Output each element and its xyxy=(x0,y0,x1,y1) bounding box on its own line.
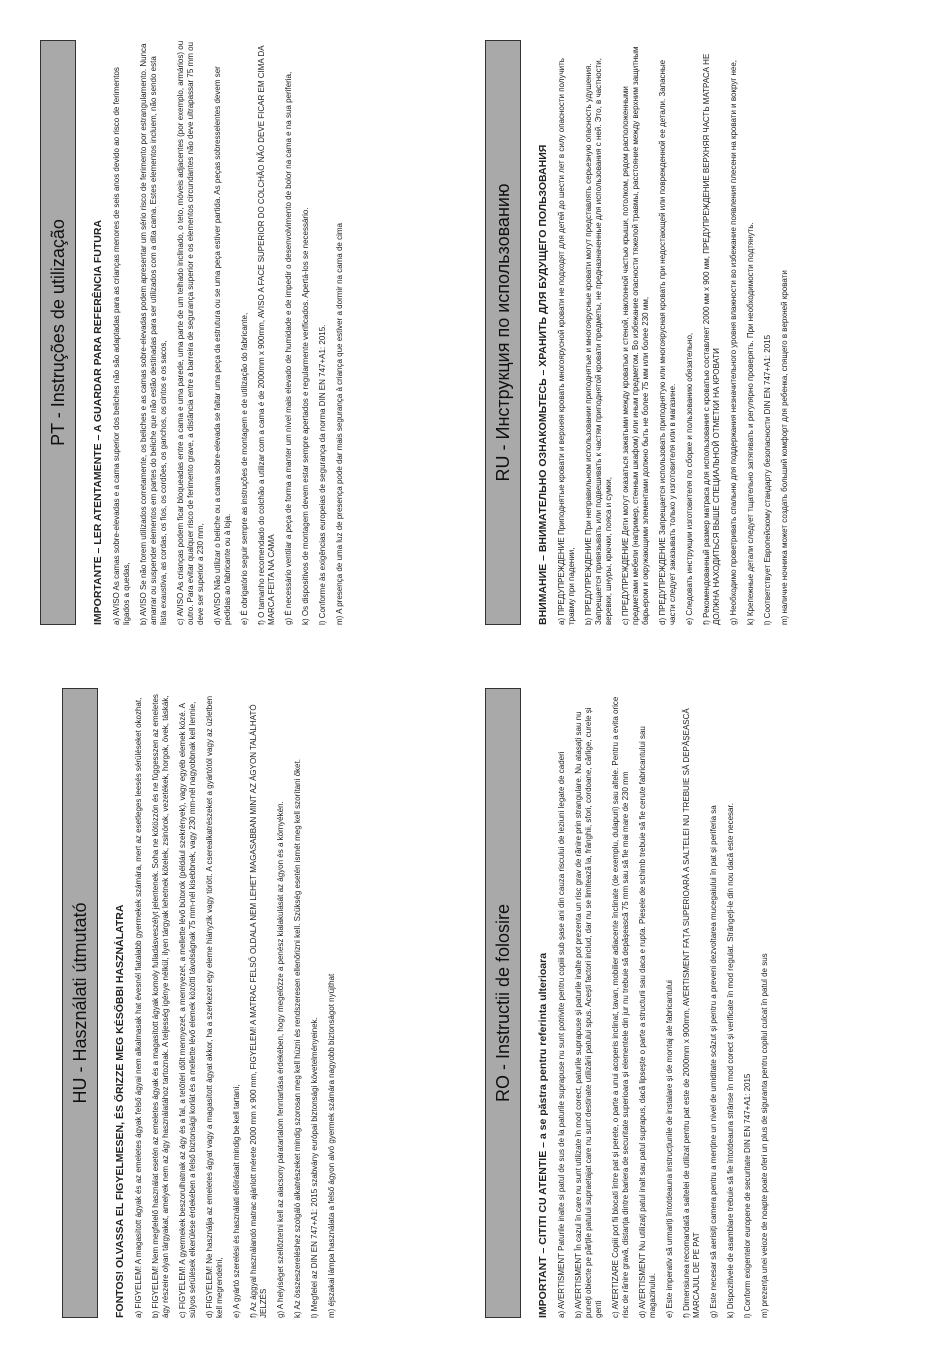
pt-item-c: c) AVISO As crianças podem ficar bloqueadas entre a cama e uma parede, uma parte de um telhado inclinado, o teto, móveis adjacentes (por exemplo, armários) ou outro. Para evitar qualquer risco de ferimento grave, a distância entre a barreira de segurança superior e os elementos circundantes não deve ultrapassar 75 mm ou deve ser superior a 230 mm, xyxy=(176,40,205,625)
ro-item-l: l) Conform exigentelor europene de securitate DIN EN 747+A1: 2015 xyxy=(743,1073,752,1318)
ru-item-g: g) Необходимо проветривать спальню для поддержания незначительного уровня влажности во избежание появления плесени на кровати и вокруг нее, xyxy=(729,60,738,625)
ro-item-a: a) AVERTISMENT Paturile inalte si patul de sus de la paturile suprapuse nu sunt potrivite pentru copiii sub șase ani din cauza riscului de leziuni legate de caderi xyxy=(557,751,566,1318)
pt-item-l: l) Conforme às exigências europeias de segurança da norma DIN EN 747+A1: 2015. xyxy=(318,324,327,625)
hu-title: HU - Használati útmutató xyxy=(69,902,90,1104)
pt-heading: IMPORTANTE – LER ATENTAMENTE – A GUARDAR PARA REFERÊNCIA FUTURA xyxy=(92,219,104,625)
ru-item-a: a) ПРЕДУПРЕЖДЕНИЕ Приподнятые кровати и верхняя кровать многоярусной кровати не подходят для детей до шести лет в силу опасности получить травму при падении, xyxy=(557,58,576,625)
hu-item-d: d) FIGYELEM! Ne használja az emeletes ágyat vagy a magasított ágyat akkor, ha a szerkezet egy eleme hiányzik vagy törött. A cserealkatrészeket a gyártótól vagy az üzletben kell megrendelni, xyxy=(205,695,224,1318)
hu-item-m: m) éjszakai lámpa használata a felső ágyon alvó gyermek számára nagyobb biztonságot nyújthat xyxy=(327,973,336,1318)
ro-title: RO - Instructii de folosire xyxy=(492,903,513,1103)
ru-item-m: m) наличие ночника может создать больший комфорт для ребенка, спящего в верхней кровати xyxy=(780,270,789,625)
ru-item-k: k) Крепежные детали следует тщательно затягивать и регулярно проверять. При необходимости подтянуть. xyxy=(746,222,755,625)
ro-item-d: d) AVERTISMENT Nu utilizați patul inalt sau patul suprapus, dacă lipsește o parte a structurii sau daca e rupta. Piesele de schimb trebuie să fie cerute fabricantului sau magazinului. xyxy=(638,726,657,1318)
ru-heading: ВНИМАНИЕ – ВНИМАТЕЛЬНО ОЗНАКОМЬТЕСЬ – ХРАНИТЬ ДЛЯ БУДУЩЕГО ПОЛЬЗОВАНИЯ xyxy=(537,144,549,625)
ru-title-banner xyxy=(485,40,521,625)
hu-item-a: a) FIGYELEM! A magasított ágyak és az emeletes ágyak felső ágyai nem alkalmasak hat évesnél fiatalabb gyermekek számára, mert az esetleges leesés sérüléseket okozhat, xyxy=(134,697,143,1318)
pt-item-b: b) AVISO Se não forem utilizados corretamente, os beliches e as camas sobre-elevadas podem apresentar um sério risco de ferimento por estrangulamento. Nunca amarrar ou suspender elementos em partes do beliche que não estão destinadas para ser utilizados com a dita cama. Estes elementos incluem, não sendo esta lista exaustiva, as cordas, os fios, os cordões, os ganchos, os cintos e os sacos, xyxy=(139,43,168,625)
hu-item-l: l) Megfelel az DIN EN 747+A1: 2015 szabvány európai biztonsági követelményeinek. xyxy=(310,1017,319,1318)
ru-item-c: c) ПРЕДУПРЕЖДЕНИЕ Дети могут оказаться зажатыми между кроватью и стеной, наклонной частью крыши, потолком, рядом расположенными предметами мебели (например, стенным шкафом) или иным предметом. Во избежание опасности тяжелой травмы, расстояние между верхним защитным барьером и окружающими элементами должно быть не более 75 мм или более 230 мм, xyxy=(621,46,650,625)
pt-title: PT - Instruções de utilização xyxy=(47,219,68,446)
ro-item-f: f) Dimensiunea recomandată a saltelei de utilizat pentru pat este de 2000mm x 900mm, AVERTISMENT FAȚA SUPERIOARĂ A SALTELEI NU TREBUIE SĂ DEPĂȘEASCĂ MARCAJUL DE PE PAT xyxy=(682,708,701,1318)
ro-heading: IMPORTANT – CITITI CU ATENTIE – a se păstra pentru referinta ulterioara xyxy=(537,952,549,1318)
pt-item-d: d) AVISO Não utilizar o beliche ou a cama sobre-elevada se faltar uma peça da estrutura ou se uma peça estiver partida. As peças sobresselentes devem ser pedidas ao fabricante ou à loja. xyxy=(213,66,232,625)
ru-item-f: f) Рекомендованный размер матраса для использования с кроватью составляет 2000 мм x 900 мм, ПРЕДУПРЕЖДЕНИЕ ВЕРХНЯЯ ЧАСТЬ МАТРАСА НЕ ДОЛЖНА НАХОДИТЬСЯ ВЫШЕ СПЕЦИАЛЬНОЙ ОТМЕТКИ НА КРОВАТИ xyxy=(702,53,721,625)
hu-item-f: f) Az ággyal használandó matrac ajánlott mérete 2000 mm x 900 mm, FIGYELEM! A MATRAC FELSŐ OLDALA NEM LEHET MAGASABBAN MINT AZ ÁGYON TALÁLHATÓ JELZÉS xyxy=(249,704,268,1318)
ru-item-d: d) ПРЕДУПРЕЖДЕНИЕ Запрещается использовать приподнятую или многоярусная кровать при недостающей или поврежденной ее детали. Запасные части следует заказывать только у изготовителя или в магазине. xyxy=(658,59,677,625)
hu-heading: FONTOS! OLVASSA EL FIGYELMESEN, ÉS ŐRIZZE MEG KÉSŐBBI HASZNÁLATRA xyxy=(114,904,126,1318)
ru-item-l: l) Соответствует Европейскому стандарту безопасности DIN EN 747+A1: 2015 xyxy=(763,334,772,625)
pt-title-banner xyxy=(40,40,76,625)
pt-item-m: m) A presença de uma luz de presença pode dar mais segurança à criança que estiver a dormir na cama de cima xyxy=(335,223,344,625)
ru-section xyxy=(485,40,797,625)
hu-item-k: k) Az összeszereléshez szolgáló alkatrészeket mindig szorosan meg kell húzni és rendszeresen ellenőrizni kell. Szükség esetén ismét meg kell szorítani őket. xyxy=(293,759,302,1318)
pt-item-e: e) É obrigatório seguir sempre as instruções de montagem e de utilização do fabricante, xyxy=(240,312,249,625)
pt-item-g: g) É necessário ventilar a peça de forma a manter um nível mais elevado de humidade e de impedir o desenvolvimento de bolor na cama e na sua periferia, xyxy=(284,71,293,625)
ru-item-e: e) Следовать инструкции изготовителя по сборке и пользованию обязательно, xyxy=(685,332,694,625)
ru-title: RU - Инструкция по использованию xyxy=(492,183,513,482)
ro-title-banner xyxy=(485,688,521,1318)
ro-section xyxy=(485,678,777,1318)
pt-item-k: k) Os dispositivos de montagem devem estar sempre apertados e regularmente verificados. Apertá-los se necessário. xyxy=(301,207,310,625)
hu-item-b: b) FIGYELEM! Nem megfelelő használat esetén az emeletes ágyak és a magasított ágyak komoly fulladásveszélyt jelentenek. Soha ne kötözzön és ne függesszen az emeletes ágy részeire olyan tárgyakat, amelyek nem az ágy használatához tartoznak. A teljesség igénye nélkül, ilyen tárgyak lehetnek kötelek, zsinórok, vezetékek, horgok, övek, táskák, xyxy=(151,694,170,1318)
ro-item-g: g) Este necesar să aerisiți camera pentru a menține un nivel de umiditate scăzut și pentru a preveni dezvoltarea mucegaiului în pat și periferia sa xyxy=(709,805,718,1318)
hu-item-e: e) A gyártó szerelési és használati előírásait mindig be kell tartani, xyxy=(232,1084,241,1318)
pt-item-a: a) AVISO As camas sobre-elevadas e a cama superior dos beliches não são adaptadas para as crianças menores de seis anos devido ao risco de ferimentos ligados a quedas, xyxy=(112,67,131,625)
ru-item-b: b) ПРЕДУПРЕЖДЕНИЕ При неправильном использовании приподнятые и многоярусные кровати могут представлять серьезную опасность удушения. Запрещается привязывать или подвешивать к частям приподнятой кровати предметы, не предназначенные для использования с ней. Это, в частности, веревки, шнуры, крючки, пояса и сумки, xyxy=(584,58,613,625)
ro-item-e: e) Este imperativ să urmariți întotdeauna instrucțiunile de instalare și de montaj ale fabricantului xyxy=(665,980,674,1318)
hu-item-g: g) A helyiséget szellőztetni kell az alacsony páratartalom fenntartása érdekében, hogy megelőzze a penész kialakulását az ágyon és a környékén. xyxy=(276,801,285,1318)
ro-item-k: k) Dispozitivele de asamblare trebuie să fie întotdeauna strânse în mod corect și verificate în mod regulat. Strângeți-le din nou dacă este necesar. xyxy=(726,803,735,1318)
pt-item-f: f) O tamanho recomendado do colchão a utilizar com a cama é de 2000mm x 900mm, AVISO A FACE SUPERIOR DO COLCHÃO NÃO DEVE FICAR EM CIMA DA MARCA FEITA NA CAMA xyxy=(257,45,276,625)
pt-section xyxy=(40,40,352,625)
ro-item-c: c) AVERTIZARE Copiii pot fii blocati între pat și perete, o parte a unui acoperis inclinat, tavan, mobilier adiacente înclinate (de exemplu, dulapuri) sau altele. Pentru a evita orice risc de rănire gravă, distanța dintre bariera de securitate superioara și elementele din jur nu trebuie să depășească 75 mm sau să fie mai mare de 230 mm xyxy=(611,696,630,1318)
ro-item-m: m) prezența unei veioze de noapte poate oferi un plus de siguranta pentru copilul culcat în patul de sus xyxy=(760,953,769,1318)
ro-item-b: b) AVERTISMENT În cazul în care nu sunt utilizate în mod corect, paturile suprapuse și paturile inalte pot prezenta un risc grav de rănire prin strangulare. Nu atașați sau nu puneți obiecte pe părțile patului supraetajat care nu sunt destinate utilizării patului spus. Acești factori includ, dar nu se limitează la, frânghii, sfori, cordoane, cârlige, curele și genti xyxy=(574,707,603,1318)
hu-section xyxy=(62,678,344,1318)
hu-item-c: c) FIGYELEM! A gyermekek beszorulhatnak az ágy és a fal, a tetőtéri dőlt mennyezet, a mennyezet, a mellette lévő bútorok (például szekrények), vagy egyéb elemek közé. A súlyos sérülések elkerülése érdekében a felső biztonsági korlát és a mellette lévő elemek közötti távolságnak 75 mm-nél kisebbnek, vagy 230 mm-nél nagyobbnak kell lennie, xyxy=(178,701,197,1318)
hu-title-banner xyxy=(62,688,98,1318)
